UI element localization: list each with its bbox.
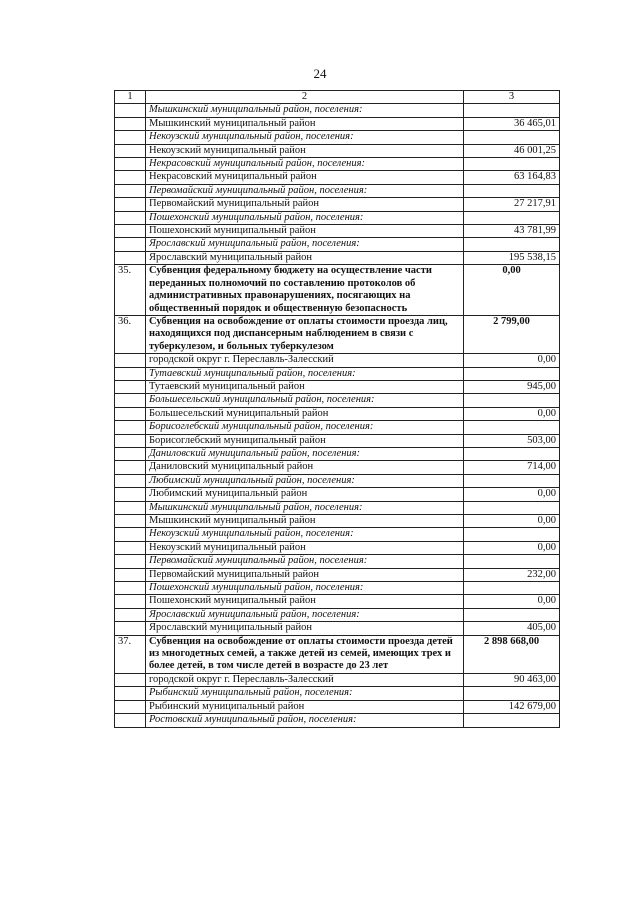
page-number: 24: [313, 66, 327, 81]
row-number: [115, 158, 146, 171]
row-number: [115, 582, 146, 595]
section-row: [115, 315, 560, 353]
row-name: Борисоглебский муниципальный район, поселения:: [146, 421, 464, 434]
header-col-2: 2: [146, 91, 464, 104]
row-name: городской округ г. Переславль-Залесский: [146, 673, 464, 686]
row-number: [115, 714, 146, 727]
row-name: Некоузский муниципальный район, поселения:: [146, 131, 464, 144]
row-name: Первомайский муниципальный район, поселения:: [146, 555, 464, 568]
row-name: городской округ г. Переславль-Залесский: [146, 354, 464, 367]
row-amount: 945,00: [464, 380, 560, 393]
table-row: [115, 225, 560, 238]
row-number: [115, 700, 146, 713]
row-number: [115, 528, 146, 541]
row-name: Первомайский муниципальный район, поселения:: [146, 184, 464, 197]
row-name: Рыбинский муниципальный район: [146, 700, 464, 713]
row-name: Субвенция на освобождение от оплаты стоимости проезда лиц, находящихся под диспансерным наблюдением в связи с туберкулезом, и больных туберкулезом: [146, 315, 464, 353]
subheading-row: [115, 474, 560, 487]
table-row: [115, 488, 560, 501]
row-amount: [464, 714, 560, 727]
row-amount: [464, 184, 560, 197]
row-amount: [464, 447, 560, 460]
row-number: [115, 238, 146, 251]
subheading-row: [115, 555, 560, 568]
row-amount: 232,00: [464, 568, 560, 581]
table-row: [115, 407, 560, 420]
section-row: [115, 635, 560, 673]
row-amount: [464, 555, 560, 568]
row-name: Некоузский муниципальный район: [146, 144, 464, 157]
table-row: [115, 380, 560, 393]
row-number: [115, 394, 146, 407]
row-amount: [464, 582, 560, 595]
row-number: 35.: [115, 265, 146, 316]
row-name: Тутаевский муниципальный район: [146, 380, 464, 393]
row-name: Пошехонский муниципальный район: [146, 225, 464, 238]
row-name: Первомайский муниципальный район: [146, 568, 464, 581]
row-number: [115, 407, 146, 420]
subheading-row: [115, 367, 560, 380]
row-amount: 36 465,01: [464, 117, 560, 130]
row-amount: 0,00: [464, 354, 560, 367]
row-name: Мышкинский муниципальный район: [146, 515, 464, 528]
row-number: [115, 211, 146, 224]
row-amount: 0,00: [464, 541, 560, 554]
row-name: Рыбинский муниципальный район, поселения:: [146, 687, 464, 700]
table-row: [115, 515, 560, 528]
row-number: [115, 184, 146, 197]
row-name: Ярославский муниципальный район, поселения:: [146, 608, 464, 621]
row-amount: 405,00: [464, 622, 560, 635]
subheading-row: [115, 131, 560, 144]
row-amount: 46 001,25: [464, 144, 560, 157]
row-number: [115, 198, 146, 211]
row-name: Субвенция федеральному бюджету на осуществление части переданных полномочий по составлению протоколов об административных правонарушениях, посягающих на общественный порядок и общественную безопасность: [146, 265, 464, 316]
subheading-row: [115, 421, 560, 434]
row-number: [115, 541, 146, 554]
row-number: [115, 434, 146, 447]
table-row: [115, 171, 560, 184]
row-number: [115, 251, 146, 264]
row-amount: 503,00: [464, 434, 560, 447]
subheading-row: [115, 608, 560, 621]
row-number: [115, 380, 146, 393]
subheading-row: [115, 528, 560, 541]
row-number: [115, 687, 146, 700]
row-amount: 63 164,83: [464, 171, 560, 184]
row-amount: 0,00: [464, 488, 560, 501]
row-amount: 142 679,00: [464, 700, 560, 713]
row-number: [115, 447, 146, 460]
row-number: [115, 515, 146, 528]
row-amount: [464, 367, 560, 380]
row-name: Некрасовский муниципальный район: [146, 171, 464, 184]
row-number: 36.: [115, 315, 146, 353]
table-row: [115, 354, 560, 367]
row-name: Ярославский муниципальный район: [146, 622, 464, 635]
table-row: [115, 673, 560, 686]
row-name: Ярославский муниципальный район: [146, 251, 464, 264]
subheading-row: [115, 501, 560, 514]
row-amount: [464, 474, 560, 487]
row-number: [115, 488, 146, 501]
row-name: Большесельский муниципальный район, поселения:: [146, 394, 464, 407]
row-amount: 195 538,15: [464, 251, 560, 264]
row-number: [115, 225, 146, 238]
row-amount: [464, 131, 560, 144]
table-header-row: [115, 91, 560, 104]
header-col-3: 3: [464, 91, 560, 104]
row-name: Мышкинский муниципальный район, поселения:: [146, 104, 464, 117]
row-amount: [464, 501, 560, 514]
table-row: [115, 700, 560, 713]
row-name: Некоузский муниципальный район: [146, 541, 464, 554]
subheading-row: [115, 447, 560, 460]
row-number: [115, 144, 146, 157]
table-row: [115, 434, 560, 447]
section-row: [115, 265, 560, 316]
subvention-table: [114, 90, 560, 728]
row-number: [115, 131, 146, 144]
row-name: Борисоглебский муниципальный район: [146, 434, 464, 447]
table-row: [115, 541, 560, 554]
row-amount: [464, 158, 560, 171]
subheading-row: [115, 238, 560, 251]
row-amount: 0,00: [464, 515, 560, 528]
row-amount: 0,00: [464, 595, 560, 608]
subheading-row: [115, 104, 560, 117]
table-row: [115, 198, 560, 211]
row-number: [115, 622, 146, 635]
row-number: [115, 171, 146, 184]
row-number: [115, 104, 146, 117]
row-amount: 0,00: [464, 265, 560, 316]
row-amount: [464, 104, 560, 117]
table-row: [115, 622, 560, 635]
row-amount: [464, 687, 560, 700]
row-name: Мышкинский муниципальный район: [146, 117, 464, 130]
row-amount: [464, 394, 560, 407]
subheading-row: [115, 184, 560, 197]
row-amount: 0,00: [464, 407, 560, 420]
table-row: [115, 595, 560, 608]
row-name: Ярославский муниципальный район, поселения:: [146, 238, 464, 251]
row-number: [115, 501, 146, 514]
header-col-1: 1: [115, 91, 146, 104]
subheading-row: [115, 211, 560, 224]
row-name: Большесельский муниципальный район: [146, 407, 464, 420]
row-name: Пошехонский муниципальный район, поселения:: [146, 211, 464, 224]
row-amount: [464, 238, 560, 251]
row-name: Первомайский муниципальный район: [146, 198, 464, 211]
row-number: [115, 421, 146, 434]
row-name: Пошехонский муниципальный район: [146, 595, 464, 608]
row-amount: [464, 421, 560, 434]
row-name: Даниловский муниципальный район, поселения:: [146, 447, 464, 460]
row-name: Тутаевский муниципальный район, поселения:: [146, 367, 464, 380]
row-amount: 43 781,99: [464, 225, 560, 238]
table-row: [115, 568, 560, 581]
row-amount: [464, 211, 560, 224]
row-number: [115, 474, 146, 487]
row-amount: 90 463,00: [464, 673, 560, 686]
row-amount: 714,00: [464, 461, 560, 474]
row-name: Некрасовский муниципальный район, поселения:: [146, 158, 464, 171]
row-name: Некоузский муниципальный район, поселения:: [146, 528, 464, 541]
row-number: [115, 354, 146, 367]
row-number: [115, 568, 146, 581]
subheading-row: [115, 582, 560, 595]
row-amount: 27 217,91: [464, 198, 560, 211]
row-name: Субвенция на освобождение от оплаты стоимости проезда детей из многодетных семей, а также детей из семей, имеющих трех и более детей, в том числе детей в возрасте до 23 лет: [146, 635, 464, 673]
row-amount: 2 799,00: [464, 315, 560, 353]
row-number: [115, 595, 146, 608]
row-name: Ростовский муниципальный район, поселения:: [146, 714, 464, 727]
row-number: [115, 367, 146, 380]
subheading-row: [115, 687, 560, 700]
row-number: [115, 673, 146, 686]
row-amount: [464, 528, 560, 541]
row-number: [115, 555, 146, 568]
table-row: [115, 251, 560, 264]
table-row: [115, 117, 560, 130]
row-number: 37.: [115, 635, 146, 673]
row-name: Мышкинский муниципальный район, поселения:: [146, 501, 464, 514]
row-name: Даниловский муниципальный район: [146, 461, 464, 474]
row-number: [115, 608, 146, 621]
row-name: Любимский муниципальный район, поселения:: [146, 474, 464, 487]
row-amount: 2 898 668,00: [464, 635, 560, 673]
subheading-row: [115, 394, 560, 407]
subheading-row: [115, 158, 560, 171]
row-number: [115, 461, 146, 474]
table-row: [115, 144, 560, 157]
row-number: [115, 117, 146, 130]
row-name: Пошехонский муниципальный район, поселения:: [146, 582, 464, 595]
row-name: Любимский муниципальный район: [146, 488, 464, 501]
subheading-row: [115, 714, 560, 727]
table-row: [115, 461, 560, 474]
row-amount: [464, 608, 560, 621]
